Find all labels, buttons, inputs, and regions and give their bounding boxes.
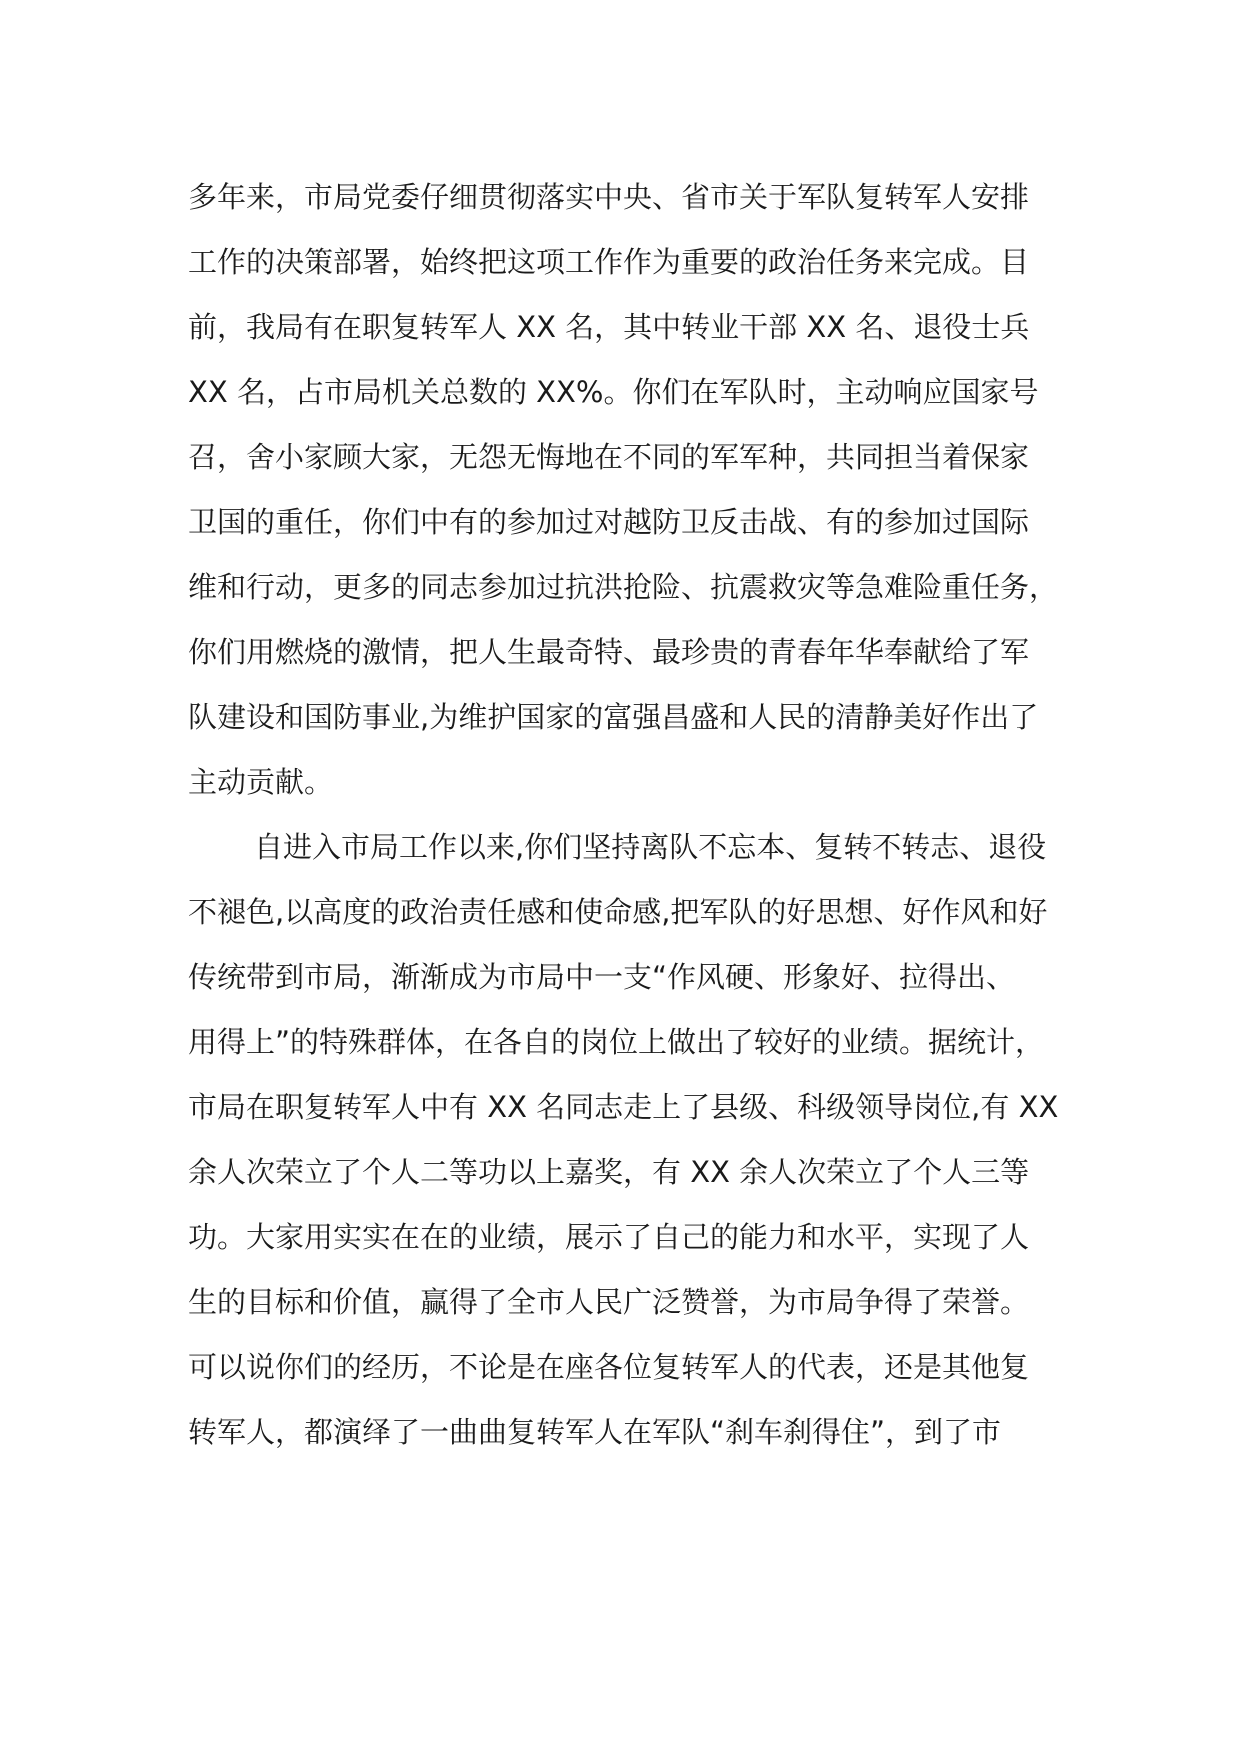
text-line: 召，舍小家顾大家，无怨无悔地在不同的军军种，共同担当着保家 bbox=[188, 440, 1030, 474]
paragraph-1 bbox=[188, 165, 1068, 815]
text-line: 市局在职复转军人中有 XX 名同志走上了县级、科级领导岗位,有 XX bbox=[188, 1090, 1059, 1124]
text-line: 前，我局有在职复转军人 XX 名，其中转业干部 XX 名、退役士兵 bbox=[188, 310, 1030, 344]
text-line: 传统带到市局，渐渐成为市局中一支“作风硬、形象好、拉得出、 bbox=[188, 960, 1016, 994]
text-line: 功。大家用实实在在的业绩，展示了自己的能力和水平，实现了人 bbox=[188, 1220, 1030, 1254]
paragraph-2 bbox=[188, 815, 1068, 1465]
text-line: 用得上”的特殊群体，在各自的岗位上做出了较好的业绩。据统计， bbox=[188, 1025, 1045, 1059]
text-line: 维和行动，更多的同志参加过抗洪抢险、抗震救灾等急难险重任务， bbox=[188, 570, 1059, 604]
text-line: 多年来，市局党委仔细贯彻落实中央、省市关于军队复转军人安排 bbox=[188, 180, 1030, 214]
text-line: 自进入市局工作以来,你们坚持离队不忘本、复转不转志、退役 bbox=[254, 830, 1047, 864]
text-line: 余人次荣立了个人二等功以上嘉奖，有 XX 余人次荣立了个人三等 bbox=[188, 1155, 1030, 1189]
text-line: 主动贡献。 bbox=[188, 765, 334, 799]
text-line: 你们用燃烧的激情，把人生最奇特、最珍贵的青春年华奉献给了军 bbox=[188, 635, 1030, 669]
text-line: 生的目标和价值，赢得了全市人民广泛赞誉，为市局争得了荣誉。 bbox=[188, 1285, 1030, 1319]
text-line: 队建设和国防事业,为维护国家的富强昌盛和人民的清静美好作出了 bbox=[188, 700, 1039, 734]
text-line: XX 名，占市局机关总数的 XX%。你们在军队时，主动响应国家号 bbox=[188, 375, 1039, 409]
text-line: 卫国的重任，你们中有的参加过对越防卫反击战、有的参加过国际 bbox=[188, 505, 1030, 539]
text-line: 转军人，都演绎了一曲曲复转军人在军队“刹车刹得住”，到了市 bbox=[188, 1415, 1002, 1449]
document-body bbox=[188, 165, 1068, 1465]
text-line: 工作的决策部署，始终把这项工作作为重要的政治任务来完成。目 bbox=[188, 245, 1030, 279]
text-line: 不褪色,以高度的政治责任感和使命感,把军队的好思想、好作风和好 bbox=[188, 895, 1048, 929]
text-line: 可以说你们的经历，不论是在座各位复转军人的代表，还是其他复 bbox=[188, 1350, 1030, 1384]
